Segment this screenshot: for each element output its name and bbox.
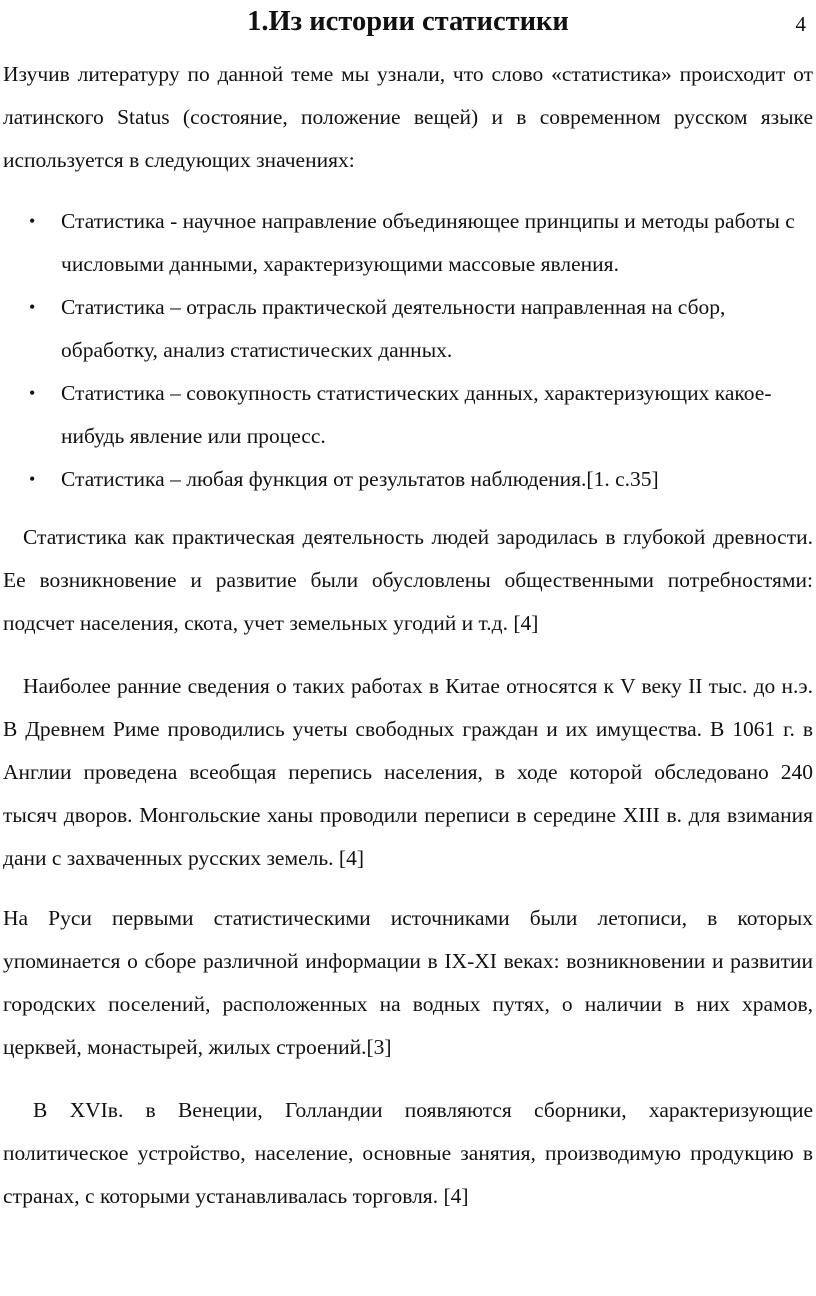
bullet-icon: • bbox=[29, 211, 36, 231]
section-title: 1.Из истории статистики bbox=[247, 6, 569, 37]
list-item-text: Статистика – совокупность статистических данных, характеризующих какое-нибудь явление или процесс. bbox=[61, 381, 772, 448]
bullet-icon: • bbox=[29, 297, 36, 317]
list-item-text: Статистика – любая функция от результатов наблюдения.[1. с.35] bbox=[61, 467, 659, 491]
list-item bbox=[3, 372, 813, 458]
bullet-icon: • bbox=[29, 469, 36, 489]
page-header bbox=[0, 2, 816, 42]
list-item-text: Статистика - научное направление объединяющее принципы и методы работы с числовыми данными, характеризующими массовые явления. bbox=[61, 209, 795, 276]
list-item bbox=[3, 286, 813, 372]
document-body bbox=[3, 53, 813, 1218]
page-number: 4 bbox=[795, 12, 806, 36]
bullet-icon: • bbox=[29, 383, 36, 403]
intro-paragraph: Изучив литературу по данной теме мы узнали, что слово «статистика» происходит от латинского Status (состояние, положение вещей) и в современном русском языке используется в следующих значениях: bbox=[3, 62, 813, 172]
list-item bbox=[3, 200, 813, 286]
paragraph-venice: В XVIв. в Венеции, Голландии появляются сборники, характеризующие политическое устройство, население, основные занятия, производимую продукцию в странах, с которыми устанавливалась торговля. [4] bbox=[3, 1098, 813, 1208]
definitions-list bbox=[3, 200, 813, 501]
paragraph-origins: Статистика как практическая деятельность людей зародилась в глубокой древности. Ее возникновение и развитие были обусловлены общественными потребностями: подсчет населения, скота, учет земельных угодий и т.д. [4] bbox=[3, 525, 813, 635]
paragraph-rus-chronicles: На Руси первыми статистическими источниками были летописи, в которых упоминается о сборе различной информации в IX-XI веках: возникновении и развитии городских поселений, расположенных на водных путях, о наличии в них храмов, церквей, монастырей, жилых строений.[3] bbox=[3, 906, 813, 1059]
list-item bbox=[3, 458, 813, 501]
list-item-text: Статистика – отрасль практической деятельности направленная на сбор, обработку, анализ статистических данных. bbox=[61, 295, 726, 362]
paragraph-early-records: Наиболее ранние сведения о таких работах в Китае относятся к V веку II тыс. до н.э. В Древнем Риме проводились учеты свободных граждан и их имущества. В 1061 г. в Англии проведена всеобщая перепись населения, в ходе которой обследовано 240 тысяч дворов. Монгольские ханы проводили переписи в середине XIII в. для взимания дани с захваченных русских земель. [4] bbox=[3, 674, 813, 870]
